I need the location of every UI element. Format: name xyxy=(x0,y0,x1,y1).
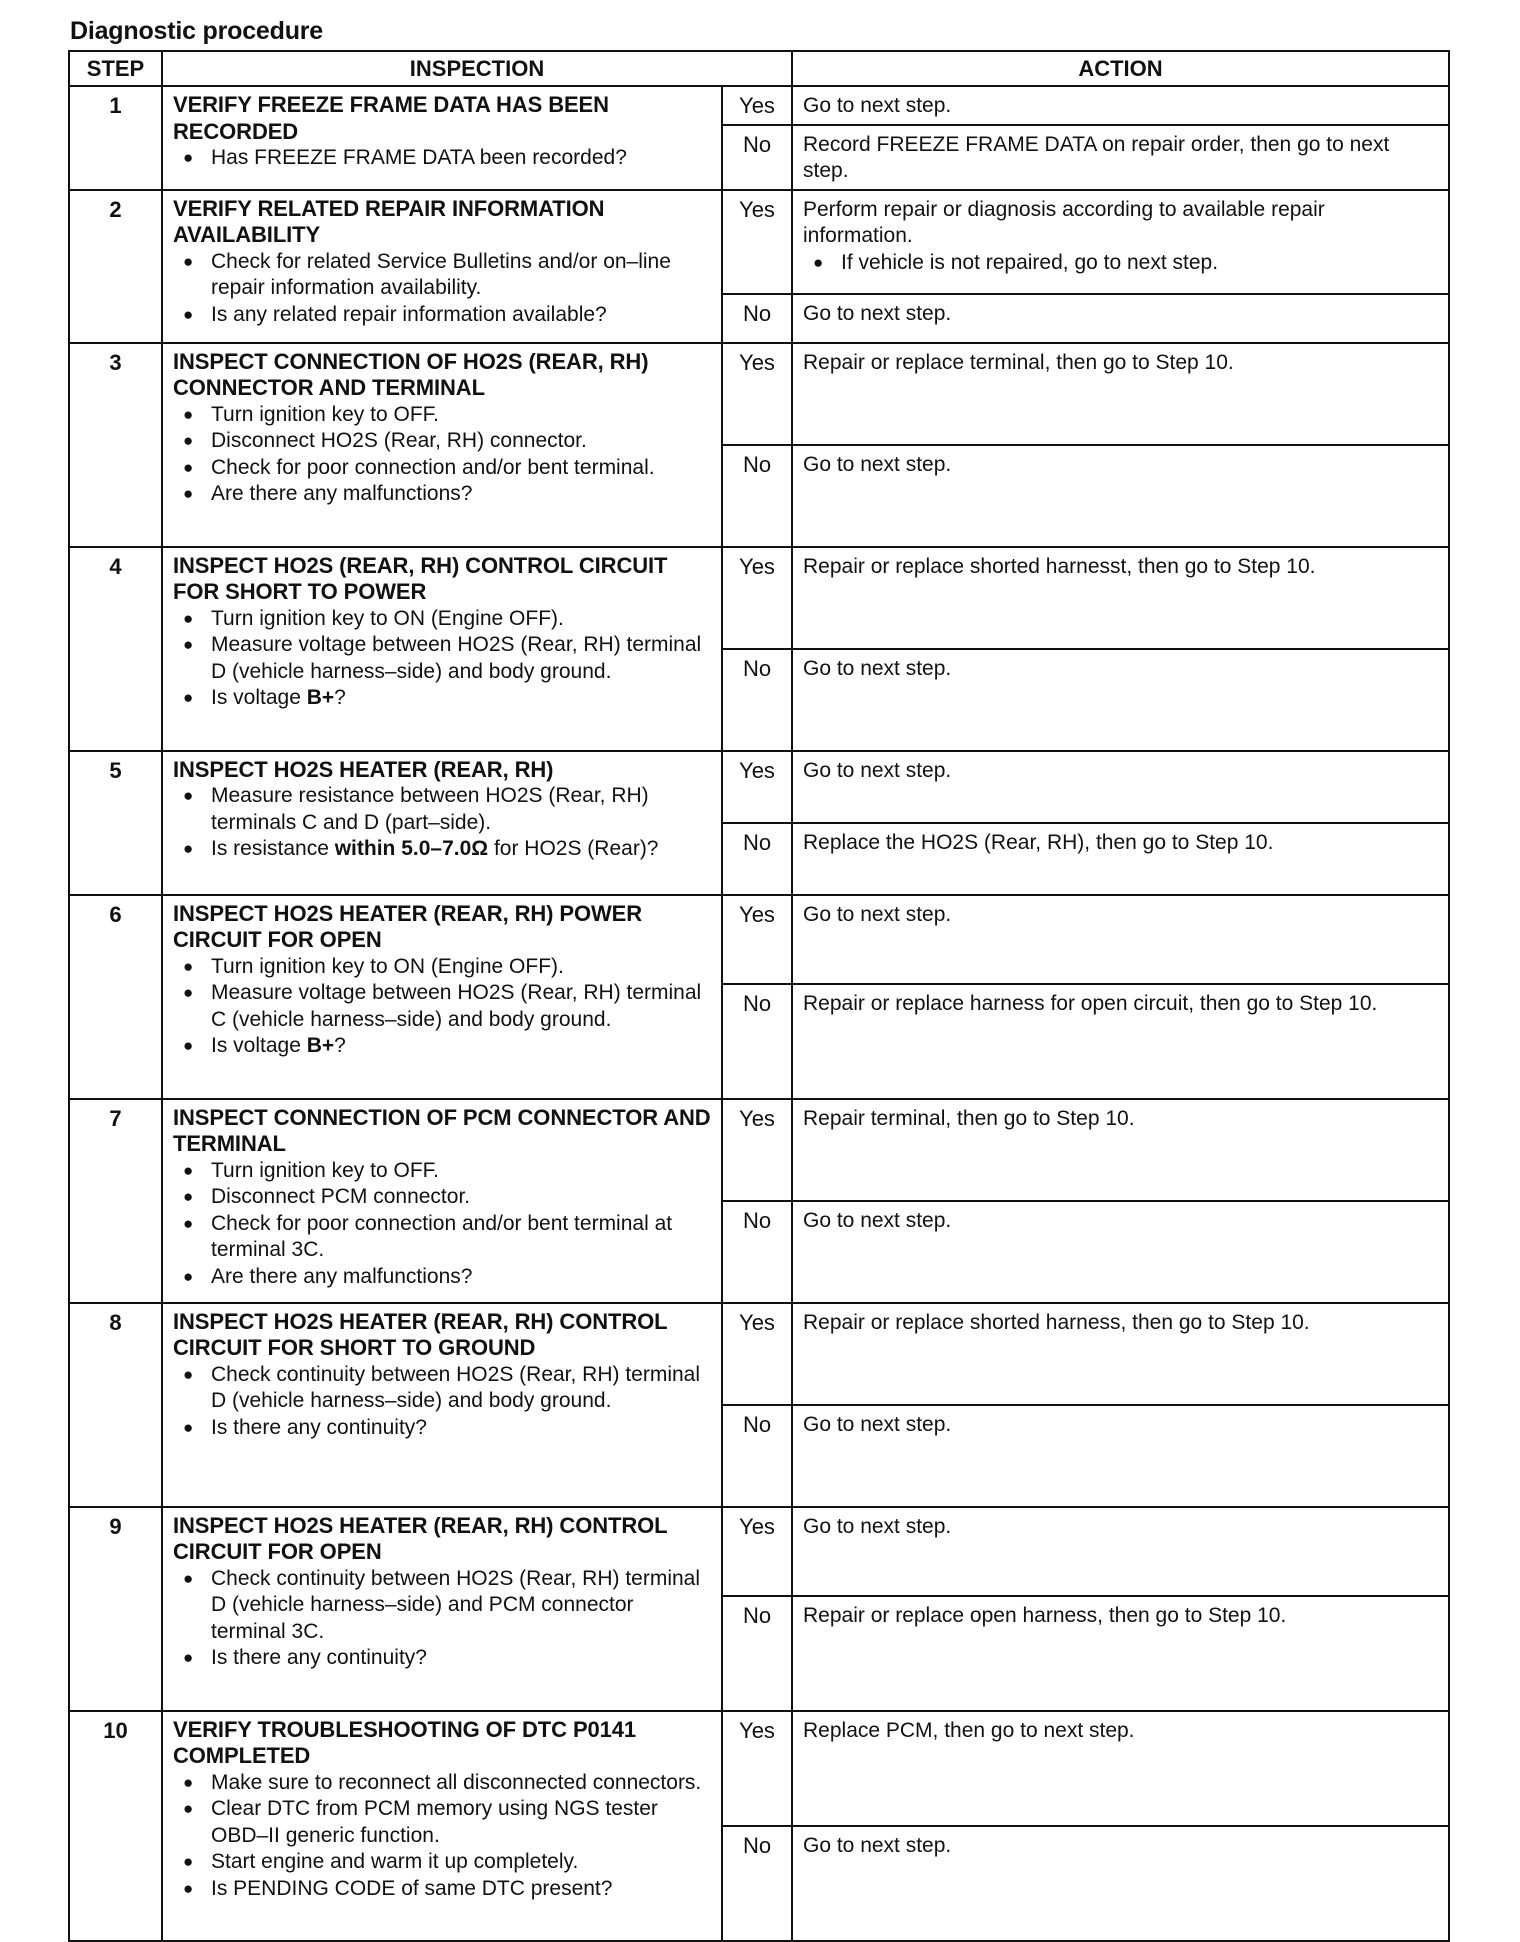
inspection-bullet: ● Disconnect PCM connector. xyxy=(173,1184,713,1211)
inspection-bullet: ● Is there any continuity? xyxy=(173,1415,713,1442)
no-label: No xyxy=(722,823,792,895)
step-number: 4 xyxy=(69,547,162,751)
no-action xyxy=(792,1405,1449,1507)
no-action-text: Repair or replace harness for open circuit, then go to Step 10. xyxy=(803,991,1378,1015)
yes-label: Yes xyxy=(722,1507,792,1596)
inspection-bullet: ● Turn ignition key to OFF. xyxy=(173,402,713,429)
step-row-yes xyxy=(69,547,1449,649)
inspection-bullet: ● Measure voltage between HO2S (Rear, RH) terminal D (vehicle harness–side) and body ground. xyxy=(173,632,713,685)
step-number: 3 xyxy=(69,343,162,547)
document-title: Diagnostic procedure xyxy=(70,17,323,45)
yes-label: Yes xyxy=(722,547,792,649)
no-action xyxy=(792,125,1449,190)
no-action xyxy=(792,1826,1449,1941)
inspection-checklist xyxy=(173,1158,713,1291)
header-inspection: INSPECTION xyxy=(162,51,792,86)
no-action-text: Go to next step. xyxy=(803,1833,952,1857)
inspection-bullet: ● Check for poor connection and/or bent terminal at terminal 3C. xyxy=(173,1211,713,1264)
inspection-cell xyxy=(162,190,722,343)
inspection-bullet: ● Is there any continuity? xyxy=(173,1645,713,1672)
yes-action-sublist xyxy=(803,250,1440,277)
step-number: 1 xyxy=(69,86,162,190)
step-row-yes xyxy=(69,1711,1449,1826)
inspection-cell xyxy=(162,343,722,547)
no-action-text: Record FREEZE FRAME DATA on repair order, then go to next step. xyxy=(803,132,1390,182)
step-row-yes xyxy=(69,86,1449,125)
yes-action xyxy=(792,1507,1449,1596)
yes-action xyxy=(792,343,1449,445)
no-action xyxy=(792,1201,1449,1303)
no-action xyxy=(792,984,1449,1099)
step-number: 9 xyxy=(69,1507,162,1711)
inspection-title: INSPECT HO2S (REAR, RH) CONTROL CIRCUIT FOR SHORT TO POWER xyxy=(173,552,668,604)
inspection-checklist xyxy=(173,606,713,712)
yes-label: Yes xyxy=(722,1303,792,1405)
inspection-bullet: ● Measure voltage between HO2S (Rear, RH) terminal C (vehicle harness–side) and body ground. xyxy=(173,980,713,1033)
inspection-bullet: ● Is PENDING CODE of same DTC present? xyxy=(173,1876,713,1903)
inspection-cell xyxy=(162,1507,722,1711)
emphasis-text: B+ xyxy=(306,1034,335,1057)
no-label: No xyxy=(722,445,792,547)
yes-label: Yes xyxy=(722,190,792,294)
no-action-text: Go to next step. xyxy=(803,1412,952,1436)
inspection-bullet: ● Are there any malfunctions? xyxy=(173,1264,713,1291)
no-label: No xyxy=(722,1596,792,1711)
yes-action-text: Repair terminal, then go to Step 10. xyxy=(803,1106,1135,1130)
yes-action-text: Repair or replace shorted harness, then go to Step 10. xyxy=(803,1310,1310,1334)
inspection-cell xyxy=(162,895,722,1099)
no-label: No xyxy=(722,1201,792,1303)
no-action-text: Go to next step. xyxy=(803,1208,952,1232)
inspection-checklist xyxy=(173,145,713,172)
no-action-text: Go to next step. xyxy=(803,452,952,476)
yes-action-text: Repair or replace terminal, then go to Step 10. xyxy=(803,350,1234,374)
yes-label: Yes xyxy=(722,86,792,125)
no-action xyxy=(792,649,1449,751)
inspection-checklist xyxy=(173,783,713,863)
inspection-bullet: ● Are there any malfunctions? xyxy=(173,481,713,508)
inspection-bullet: ● Check for poor connection and/or bent terminal. xyxy=(173,455,713,482)
step-number: 10 xyxy=(69,1711,162,1941)
inspection-title: INSPECT HO2S HEATER (REAR, RH) CONTROL CIRCUIT FOR SHORT TO GROUND xyxy=(173,1308,668,1360)
yes-action-text: Replace PCM, then go to next step. xyxy=(803,1718,1135,1742)
header-step: STEP xyxy=(69,51,162,86)
inspection-title: INSPECT CONNECTION OF PCM CONNECTOR AND TERMINAL xyxy=(173,1104,711,1156)
yes-label: Yes xyxy=(722,751,792,823)
yes-label: Yes xyxy=(722,1711,792,1826)
step-row-yes xyxy=(69,1507,1449,1596)
inspection-bullet: ● Disconnect HO2S (Rear, RH) connector. xyxy=(173,428,713,455)
header-action: ACTION xyxy=(792,51,1449,86)
emphasis-text: B+ xyxy=(306,686,335,709)
inspection-bullet: ● Is voltage B+? xyxy=(173,685,713,712)
no-label: No xyxy=(722,294,792,343)
yes-action-text: Go to next step. xyxy=(803,902,952,926)
inspection-cell xyxy=(162,86,722,190)
inspection-bullet: ● Turn ignition key to OFF. xyxy=(173,1158,713,1185)
yes-action-text: Go to next step. xyxy=(803,1514,952,1538)
step-row-yes xyxy=(69,895,1449,984)
inspection-title: VERIFY TROUBLESHOOTING OF DTC P0141 COMPLETED xyxy=(173,1716,637,1768)
step-number: 5 xyxy=(69,751,162,895)
no-action xyxy=(792,823,1449,895)
inspection-bullet: ● Is voltage B+? xyxy=(173,1033,713,1060)
inspection-title: VERIFY RELATED REPAIR INFORMATION AVAILABILITY xyxy=(173,195,605,247)
step-number: 2 xyxy=(69,190,162,343)
step-row-yes xyxy=(69,190,1449,294)
no-action-text: Go to next step. xyxy=(803,656,952,680)
no-label: No xyxy=(722,1826,792,1941)
inspection-cell xyxy=(162,547,722,751)
inspection-bullet: ● Check for related Service Bulletins and/or on–line repair information availability. xyxy=(173,249,713,302)
yes-action xyxy=(792,190,1449,294)
yes-action xyxy=(792,751,1449,823)
step-number: 7 xyxy=(69,1099,162,1303)
inspection-bullet: ● Has FREEZE FRAME DATA been recorded? xyxy=(173,145,713,172)
inspection-bullet: ● Is any related repair information available? xyxy=(173,302,713,329)
inspection-checklist xyxy=(173,402,713,508)
inspection-bullet: ● Check continuity between HO2S (Rear, RH) terminal D (vehicle harness–side) and body ground. xyxy=(173,1362,713,1415)
inspection-cell xyxy=(162,1303,722,1507)
inspection-title: INSPECT HO2S HEATER (REAR, RH) POWER CIRCUIT FOR OPEN xyxy=(173,900,643,952)
no-action xyxy=(792,1596,1449,1711)
no-label: No xyxy=(722,984,792,1099)
no-action-text: Repair or replace open harness, then go to Step 10. xyxy=(803,1603,1287,1627)
inspection-bullet: ● Make sure to reconnect all disconnected connectors. xyxy=(173,1770,713,1797)
inspection-title: INSPECT HO2S HEATER (REAR, RH) CONTROL CIRCUIT FOR OPEN xyxy=(173,1512,668,1564)
no-label: No xyxy=(722,649,792,751)
no-action-text: Go to next step. xyxy=(803,301,952,325)
inspection-cell xyxy=(162,751,722,895)
yes-action xyxy=(792,86,1449,125)
yes-action xyxy=(792,895,1449,984)
inspection-checklist xyxy=(173,1566,713,1672)
inspection-bullet: ● Turn ignition key to ON (Engine OFF). xyxy=(173,606,713,633)
step-row-yes xyxy=(69,751,1449,823)
yes-action-text: Repair or replace shorted harnesst, then go to Step 10. xyxy=(803,554,1316,578)
inspection-bullet: ● Turn ignition key to ON (Engine OFF). xyxy=(173,954,713,981)
inspection-checklist xyxy=(173,1362,713,1442)
inspection-bullet: ● Is resistance within 5.0–7.0Ω for HO2S (Rear)? xyxy=(173,836,713,863)
inspection-bullet: ● Clear DTC from PCM memory using NGS tester OBD–II generic function. xyxy=(173,1796,713,1849)
yes-action xyxy=(792,1099,1449,1201)
yes-action-bullet: ● If vehicle is not repaired, go to next step. xyxy=(803,250,1440,277)
yes-label: Yes xyxy=(722,895,792,984)
inspection-title: VERIFY FREEZE FRAME DATA HAS BEEN RECORDED xyxy=(173,92,609,144)
no-action xyxy=(792,445,1449,547)
inspection-cell xyxy=(162,1099,722,1303)
table-header-row xyxy=(69,51,1449,86)
yes-action xyxy=(792,1303,1449,1405)
yes-action xyxy=(792,547,1449,649)
step-row-yes xyxy=(69,343,1449,445)
inspection-checklist xyxy=(173,249,713,329)
yes-action xyxy=(792,1711,1449,1826)
no-label: No xyxy=(722,1405,792,1507)
yes-label: Yes xyxy=(722,1099,792,1201)
emphasis-text: within 5.0–7.0Ω xyxy=(334,837,489,860)
inspection-checklist xyxy=(173,954,713,1060)
inspection-bullet: ● Start engine and warm it up completely. xyxy=(173,1849,713,1876)
yes-action-text: Go to next step. xyxy=(803,758,952,782)
no-action xyxy=(792,294,1449,343)
yes-action-text: Go to next step. xyxy=(803,94,952,117)
inspection-checklist xyxy=(173,1770,713,1903)
yes-action-text: Perform repair or diagnosis according to available repair information. xyxy=(803,197,1325,247)
step-number: 8 xyxy=(69,1303,162,1507)
inspection-title: INSPECT HO2S HEATER (REAR, RH) xyxy=(173,756,554,782)
inspection-title: INSPECT CONNECTION OF HO2S (REAR, RH) CONNECTOR AND TERMINAL xyxy=(173,348,649,400)
table-body xyxy=(69,86,1449,1941)
yes-label: Yes xyxy=(722,343,792,445)
no-label: No xyxy=(722,125,792,190)
step-row-yes xyxy=(69,1303,1449,1405)
inspection-bullet: ● Measure resistance between HO2S (Rear, RH) terminals C and D (part–side). xyxy=(173,783,713,836)
diagnostic-procedure-table xyxy=(68,50,1450,1942)
no-action-text: Replace the HO2S (Rear, RH), then go to Step 10. xyxy=(803,830,1274,854)
inspection-bullet: ● Check continuity between HO2S (Rear, RH) terminal D (vehicle harness–side) and PCM connector terminal 3C. xyxy=(173,1566,713,1646)
inspection-cell xyxy=(162,1711,722,1941)
step-row-yes xyxy=(69,1099,1449,1201)
document-page xyxy=(68,14,1448,1942)
step-number: 6 xyxy=(69,895,162,1099)
